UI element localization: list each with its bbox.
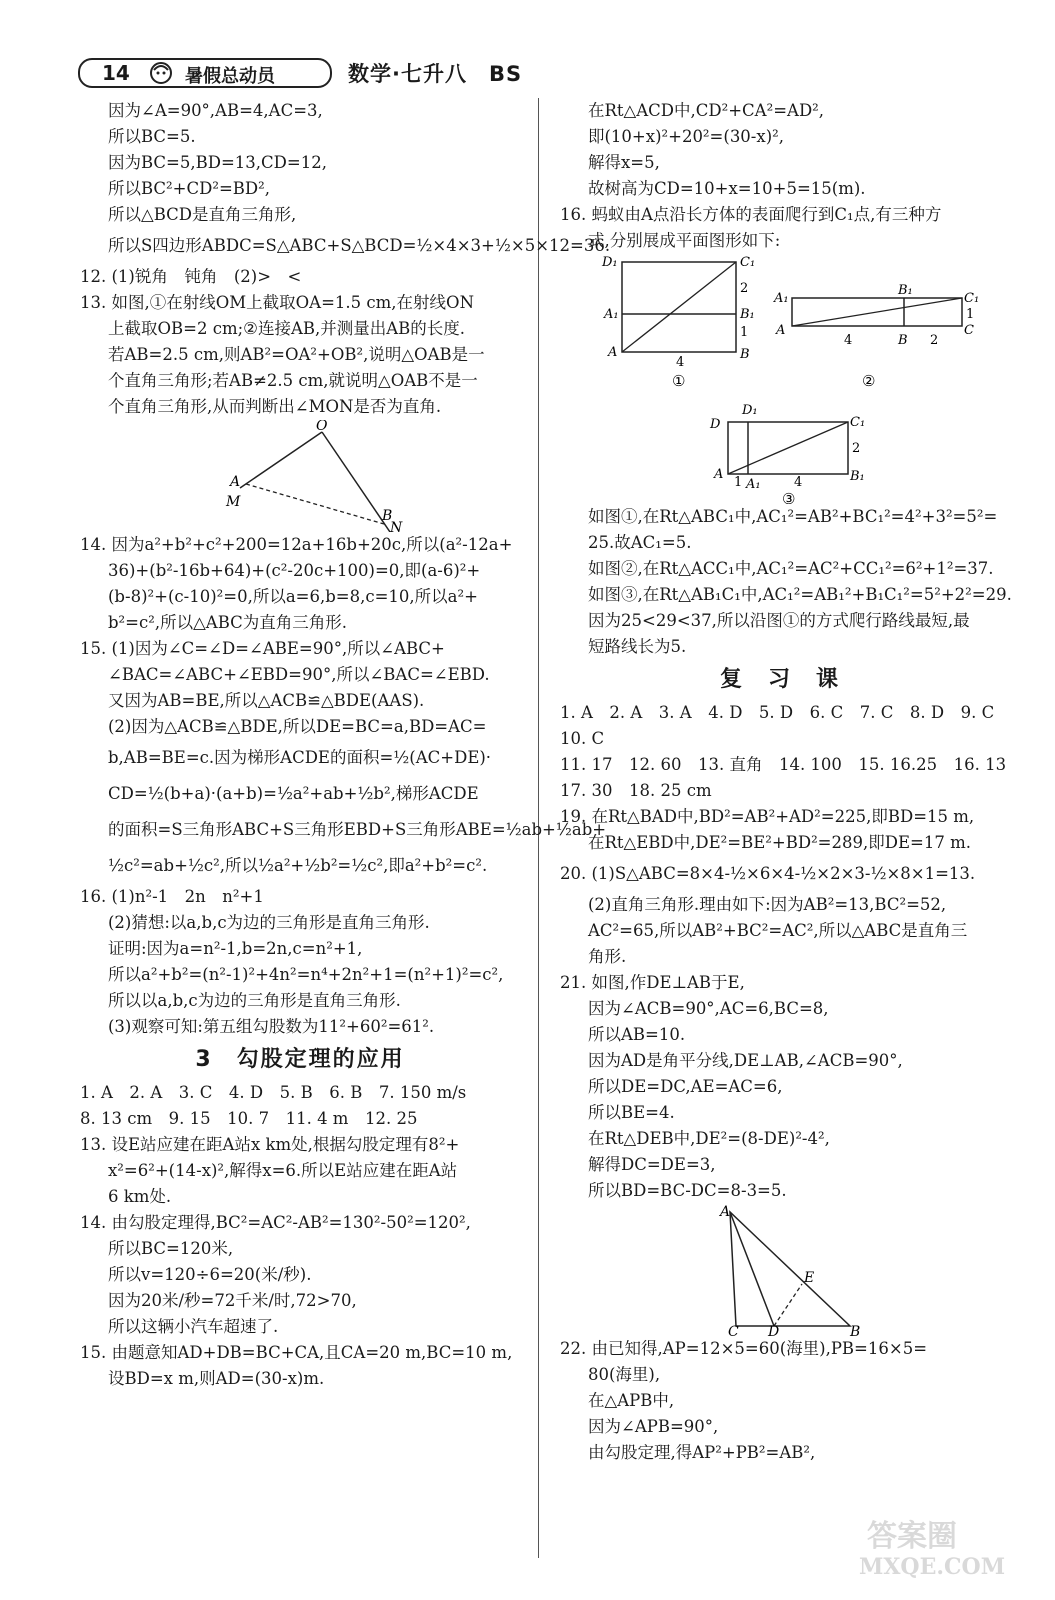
text-line: 因为BC=5,BD=13,CD=12, [108,153,327,172]
f3-D1: D₁ [742,403,758,418]
text-line: 因为AD是角平分线,DE⊥AB,∠ACB=90°, [588,1051,903,1070]
text-line: 解得x=5, [588,153,660,172]
text-line: 36)+(b²-16b+64)+(c²-20c+100)=0,即(a-6)²+ [108,561,481,580]
text-line: 所以△BCD是直角三角形, [108,205,297,224]
f3-A1: A₁ [746,477,761,492]
text-line: (2)猜想:以a,b,c为边的三角形是直角三角形. [108,913,430,932]
text-line: 16. 蚂蚁由A点沿长方体的表面爬行到C₁点,有三种方 [560,205,942,224]
f1-caption: ① [672,372,686,390]
text-line: b,AB=BE=c.因为梯形ACDE的面积=½(AC+DE)· [108,748,492,767]
text-line: 13. 如图,①在射线OM上截取OA=1.5 cm,在射线ON [80,293,475,312]
text-line: 故树高为CD=10+x=10+5=15(m). [588,179,866,198]
text-line: 由勾股定理,得AP²+PB²=AB², [588,1443,816,1462]
triangle-figure [560,1204,1000,1336]
text-line: 所以BE=4. [588,1103,675,1122]
watermark-logo [847,1510,1027,1580]
text-line: 若AB=2.5 cm,则AB²=OA²+OB²,说明△OAB是一 [108,345,485,364]
series-title: 暑假总动员 [185,66,275,87]
text-line: 设BD=x m,则AD=(30-x)m. [108,1369,325,1388]
f2-C: C [964,323,974,338]
text-line: 所以DE=DC,AE=AC=6, [588,1077,783,1096]
text-line: 所以BD=BC-DC=8-3=5. [588,1181,787,1200]
f2-len2: 2 [930,333,939,348]
text-line: 式,分别展成平面图形如下: [588,231,781,250]
right-block-4 [560,1336,1000,1466]
f2-B1: B₁ [898,283,913,298]
f2-B: B [898,333,908,348]
watermark-url: MXQE.COM [859,1554,1006,1580]
f1-len2: 2 [740,281,749,296]
text-line: 在△APB中, [588,1391,675,1410]
label-M: M [226,494,241,510]
tri-E: E [804,1270,815,1286]
text-line: 上截取OB=2 cm;②连接AB,并测量出AB的长度. [108,319,466,338]
text-line: 所以AB=10. [588,1025,686,1044]
text-line: 15. 由题意知AD+DB=BC+CA,且CA=20 m,BC=10 m, [80,1343,513,1362]
unfold-figures [560,254,1000,504]
f3-D: D [710,417,721,432]
text-line: 12. (1)锐角 钝角 (2)> < [80,267,302,286]
text-line: 因为∠ACB=90°,AC=6,BC=8, [588,999,829,1018]
text-line: 因为∠A=90°,AB=4,AC=3, [108,101,323,120]
page-number-badge [78,58,332,88]
text-line: 因为25<29<37,所以沿图①的方式爬行路线最短,最 [588,611,970,630]
right-column [560,98,1012,1466]
text-line: 证明:因为a=n²-1,b=2n,c=n²+1, [108,939,363,958]
text-line: b²=c²,所以△ABC为直角三角形. [108,613,348,632]
text-line: CD=½(b+a)·(a+b)=½a²+ab+½b²,梯形ACDE [108,784,479,803]
text-line: 在Rt△DEB中,DE²=(8-DE)²-4², [588,1129,830,1148]
text-line: 14. 由勾股定理得,BC²=AC²-AB²=130²-50²=120², [80,1213,471,1232]
watermark-text: 答案圈 [867,1519,957,1554]
text-line: 个直角三角形;若AB≠2.5 cm,就说明△OAB不是一 [108,371,478,390]
text-line: 即(10+x)²+20²=(30-x)², [588,127,784,146]
label-N: N [390,520,403,532]
text-line: 在Rt△EBD中,DE²=BE²+BD²=289,即DE=17 m. [588,833,971,852]
tri-C: C [728,1324,739,1336]
label-B: B [382,508,393,524]
text-line: AC²=65,所以AB²+BC²=AC²,所以△ABC是直角三 [588,921,968,940]
left-block-3 [80,1080,520,1392]
f1-A: A [608,345,618,360]
f2-C1: C₁ [964,291,980,306]
subject-title: 数学·七升八 BS [348,62,523,86]
section-title-review: 复 习 课 [719,667,840,692]
text-line: 80(海里), [588,1365,661,1384]
text-line: 解得DC=DE=3, [588,1155,716,1174]
f1-len4: 4 [676,355,685,370]
f1-len1: 1 [740,325,749,340]
label-A: A [230,474,241,490]
text-line: 角形. [588,947,627,966]
text-line: ½c²=ab+½c²,所以½a²+½b²=½c²,即a²+b²=c². [108,856,488,875]
f2-A: A [776,323,786,338]
f3-A: A [714,467,724,482]
text-line: 22. 由已知得,AP=12×5=60(海里),PB=16×5= [560,1339,928,1358]
text-line: 如图③,在Rt△AB₁C₁中,AC₁²=AB₁²+B₁C₁²=5²+2²=29. [588,585,1012,604]
text-line: 20. (1)S△ABC=8×4-½×6×4-½×2×3-½×8×1=13. [560,864,976,883]
right-block-1 [560,98,1000,254]
text-line: 如图②,在Rt△ACC₁中,AC₁²=AC²+CC₁²=6²+1²=37. [588,559,994,578]
f2-caption: ② [862,372,876,390]
text-line: ∠BAC=∠ABC+∠EBD=90°,所以∠BAC=∠EBD. [108,665,490,684]
text-line: 11. 17 12. 60 13. 直角 14. 100 15. 16.25 16. 13 [560,755,1007,774]
text-line: 的面积=S三角形ABC+S三角形EBD+S三角形ABE=½ab+½ab+ [108,820,607,839]
section-title-3: 3 勾股定理的应用 [195,1047,405,1072]
text-line: (b-8)²+(c-10)²=0,所以a=6,b=8,c=10,所以a²+ [108,587,478,606]
text-line: 10. C [560,729,605,748]
text-line: 15. (1)因为∠C=∠D=∠ABE=90°,所以∠ABC+ [80,639,445,658]
text-line: 13. 设E站应建在距A站x km处,根据勾股定理有8²+ [80,1135,460,1154]
text-line: 又因为AB=BE,所以△ACB≌△BDE(AAS). [108,691,425,710]
f1-A1: A₁ [604,307,619,322]
text-line: 16. (1)n²-1 2n n²+1 [80,887,264,906]
text-line: 所以以a,b,c为边的三角形是直角三角形. [108,991,401,1010]
f3-B1: B₁ [850,469,865,484]
text-line: 19. 在Rt△BAD中,BD²=AB²+AD²=225,即BD=15 m, [560,807,975,826]
text-line: 因为∠APB=90°, [588,1417,719,1436]
text-line: 所以BC²+CD²=BD², [108,179,271,198]
angle-figure [80,420,520,532]
text-line: 所以这辆小汽车超速了. [108,1317,279,1336]
f3-len4: 4 [794,475,803,490]
f2-len1: 1 [966,307,975,322]
text-line: (2)直角三角形.理由如下:因为AB²=13,BC²=52, [588,895,947,914]
cartoon-icon [144,56,178,90]
f3-caption: ③ [782,490,796,504]
text-line: 所以v=120÷6=20(米/秒). [108,1265,312,1284]
label-O: O [316,420,328,434]
text-line: (2)因为△ACB≌△BDE,所以DE=BC=a,BD=AC= [108,717,487,736]
text-line: 所以BC=120米, [108,1239,234,1258]
right-block-2 [560,504,1012,660]
f1-C1: C₁ [740,255,756,270]
text-line: 个直角三角形,从而判断出∠MON是否为直角. [108,397,442,416]
text-line: 因为20米/秒=72千米/时,72>70, [108,1291,357,1310]
text-line: 所以S四边形ABDC=S△ABC+S△BCD=½×4×3+½×5×12=36. [108,236,611,255]
text-line: 17. 30 18. 25 cm [560,781,712,800]
f2-len4: 4 [844,333,853,348]
tri-D: D [768,1324,780,1336]
text-line: (3)观察可知:第五组勾股数为11²+60²=61². [108,1017,435,1036]
f3-len1: 1 [734,475,743,490]
f2-A1: A₁ [774,291,789,306]
f1-D1: D₁ [602,255,618,270]
text-line: 21. 如图,作DE⊥AB于E, [560,973,745,992]
text-line: 8. 13 cm 9. 15 10. 7 11. 4 m 12. 25 [80,1109,418,1128]
text-line: 14. 因为a²+b²+c²+200=12a+16b+20c,所以(a²-12a+ [80,535,513,554]
text-line: x²=6²+(14-x)²,解得x=6.所以E站应建在距A站 [108,1161,458,1180]
f3-len2: 2 [852,441,861,456]
right-block-3 [560,700,1007,1204]
page-number: 14 [102,61,130,85]
text-line: 所以a²+b²=(n²-1)²+4n²=n⁴+2n²+1=(n²+1)²=c², [108,965,504,984]
text-line: 在Rt△ACD中,CD²+CA²=AD², [588,101,825,120]
tri-B: B [850,1324,861,1336]
f1-B1: B₁ [740,307,755,322]
page-header [78,58,978,90]
text-line: 短路线长为5. [588,637,687,656]
text-line: 如图①,在Rt△ABC₁中,AC₁²=AB²+BC₁²=4²+3²=5²= [588,507,998,526]
tri-A: A [720,1204,731,1220]
f1-B: B [740,347,750,362]
text-line: 1. A 2. A 3. C 4. D 5. B 6. B 7. 150 m/s [80,1083,467,1102]
text-line: 6 km处. [108,1187,172,1206]
f3-C1: C₁ [850,415,866,430]
text-line: 所以BC=5. [108,127,196,146]
left-block-1 [80,98,611,420]
text-line: 1. A 2. A 3. A 4. D 5. D 6. C 7. C 8. D 9. C [560,703,995,722]
text-line: 25.故AC₁=5. [588,533,692,552]
